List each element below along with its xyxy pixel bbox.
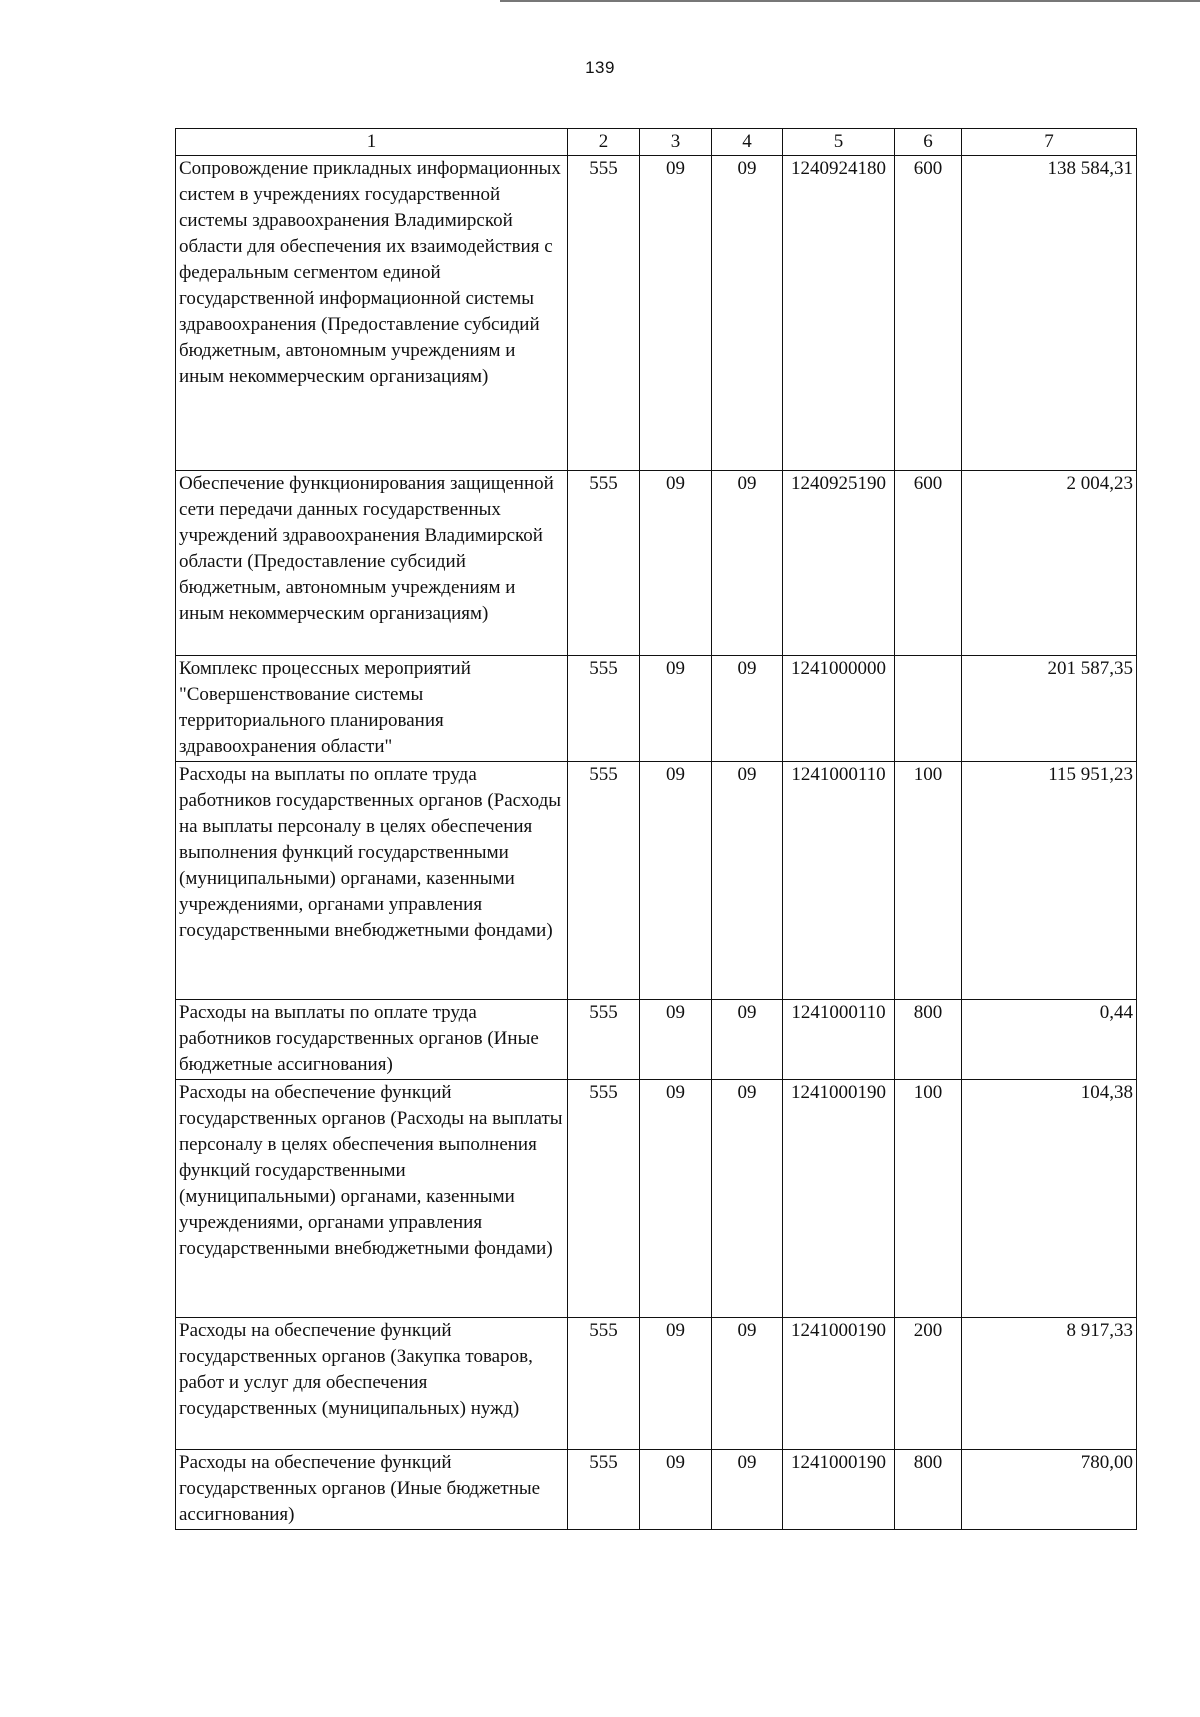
cell-col-5: 1241000000 bbox=[783, 656, 895, 762]
cell-col-7: 0,44 bbox=[962, 1000, 1137, 1080]
cell-col-4: 09 bbox=[712, 1450, 783, 1530]
table-row bbox=[176, 1080, 1137, 1318]
cell-col-4: 09 bbox=[712, 1080, 783, 1318]
row-name-cell: Расходы на обеспечение функций государственных органов (Расходы на выплаты персоналу в целях обеспечения выполнения функций государственными (муниципальными) органами, казенными учреждениями, органами управления государственными внебюджетными фондами) bbox=[176, 1080, 568, 1318]
cell-col-7: 201 587,35 bbox=[962, 656, 1137, 762]
column-header: 4 bbox=[712, 129, 783, 156]
cell-col-6: 800 bbox=[895, 1000, 962, 1080]
table-header-row bbox=[176, 129, 1137, 156]
cell-col-3: 09 bbox=[640, 762, 712, 1000]
budget-table bbox=[175, 128, 1137, 1530]
column-header: 3 bbox=[640, 129, 712, 156]
cell-col-3: 09 bbox=[640, 1318, 712, 1450]
cell-col-7: 780,00 bbox=[962, 1450, 1137, 1530]
cell-col-5: 1240924180 bbox=[783, 156, 895, 471]
cell-col-5: 1241000190 bbox=[783, 1080, 895, 1318]
cell-col-2: 555 bbox=[568, 1080, 640, 1318]
cell-col-2: 555 bbox=[568, 762, 640, 1000]
cell-col-2: 555 bbox=[568, 156, 640, 471]
cell-col-3: 09 bbox=[640, 1450, 712, 1530]
cell-col-6: 600 bbox=[895, 156, 962, 471]
table-row bbox=[176, 471, 1137, 656]
column-header: 7 bbox=[962, 129, 1137, 156]
cell-col-4: 09 bbox=[712, 471, 783, 656]
cell-col-7: 138 584,31 bbox=[962, 156, 1137, 471]
cell-col-3: 09 bbox=[640, 1080, 712, 1318]
cell-col-3: 09 bbox=[640, 156, 712, 471]
row-name-cell: Сопровождение прикладных информационных систем в учреждениях государственной системы здравоохранения Владимирской области для обеспечения их взаимодействия с федеральным сегментом единой государственной информационной системы здравоохранения (Предоставление субсидий бюджетным, автономным учреждениям и иным некоммерческим организациям) bbox=[176, 156, 568, 471]
cell-col-6: 100 bbox=[895, 1080, 962, 1318]
cell-col-2: 555 bbox=[568, 1000, 640, 1080]
top-edge-rule bbox=[500, 0, 1200, 2]
table-row bbox=[176, 656, 1137, 762]
cell-col-4: 09 bbox=[712, 1000, 783, 1080]
cell-col-3: 09 bbox=[640, 471, 712, 656]
cell-col-4: 09 bbox=[712, 156, 783, 471]
cell-col-2: 555 bbox=[568, 656, 640, 762]
table-row bbox=[176, 156, 1137, 471]
cell-col-2: 555 bbox=[568, 1318, 640, 1450]
cell-col-6: 800 bbox=[895, 1450, 962, 1530]
row-name-cell: Комплекс процессных мероприятий "Совершенствование системы территориального планирования здравоохранения области" bbox=[176, 656, 568, 762]
cell-col-5: 1240925190 bbox=[783, 471, 895, 656]
row-name-cell: Расходы на выплаты по оплате труда работников государственных органов (Иные бюджетные ассигнования) bbox=[176, 1000, 568, 1080]
cell-col-2: 555 bbox=[568, 1450, 640, 1530]
cell-col-5: 1241000190 bbox=[783, 1450, 895, 1530]
table-row bbox=[176, 1318, 1137, 1450]
cell-col-6: 200 bbox=[895, 1318, 962, 1450]
cell-col-7: 104,38 bbox=[962, 1080, 1137, 1318]
table-row bbox=[176, 1000, 1137, 1080]
cell-col-5: 1241000190 bbox=[783, 1318, 895, 1450]
cell-col-6: 600 bbox=[895, 471, 962, 656]
cell-col-4: 09 bbox=[712, 1318, 783, 1450]
column-header: 2 bbox=[568, 129, 640, 156]
cell-col-7: 8 917,33 bbox=[962, 1318, 1137, 1450]
column-header: 6 bbox=[895, 129, 962, 156]
row-name-cell: Расходы на выплаты по оплате труда работников государственных органов (Расходы на выплаты персоналу в целях обеспечения выполнения функций государственными (муниципальными) органами, казенными учреждениями, органами управления государственными внебюджетными фондами) bbox=[176, 762, 568, 1000]
column-header: 5 bbox=[783, 129, 895, 156]
page-number: 139 bbox=[585, 58, 615, 77]
row-name-cell: Расходы на обеспечение функций государственных органов (Иные бюджетные ассигнования) bbox=[176, 1450, 568, 1530]
cell-col-7: 2 004,23 bbox=[962, 471, 1137, 656]
table-row bbox=[176, 1450, 1137, 1530]
cell-col-7: 115 951,23 bbox=[962, 762, 1137, 1000]
cell-col-4: 09 bbox=[712, 656, 783, 762]
table-row bbox=[176, 762, 1137, 1000]
cell-col-6: 100 bbox=[895, 762, 962, 1000]
row-name-cell: Обеспечение функционирования защищенной сети передачи данных государственных учреждений здравоохранения Владимирской области (Предоставление субсидий бюджетным, автономным учреждениям и иным некоммерческим организациям) bbox=[176, 471, 568, 656]
cell-col-3: 09 bbox=[640, 656, 712, 762]
column-header: 1 bbox=[176, 129, 568, 156]
cell-col-5: 1241000110 bbox=[783, 1000, 895, 1080]
cell-col-6 bbox=[895, 656, 962, 762]
cell-col-4: 09 bbox=[712, 762, 783, 1000]
row-name-cell: Расходы на обеспечение функций государственных органов (Закупка товаров, работ и услуг для обеспечения государственных (муниципальных) нужд) bbox=[176, 1318, 568, 1450]
cell-col-3: 09 bbox=[640, 1000, 712, 1080]
cell-col-2: 555 bbox=[568, 471, 640, 656]
cell-col-5: 1241000110 bbox=[783, 762, 895, 1000]
